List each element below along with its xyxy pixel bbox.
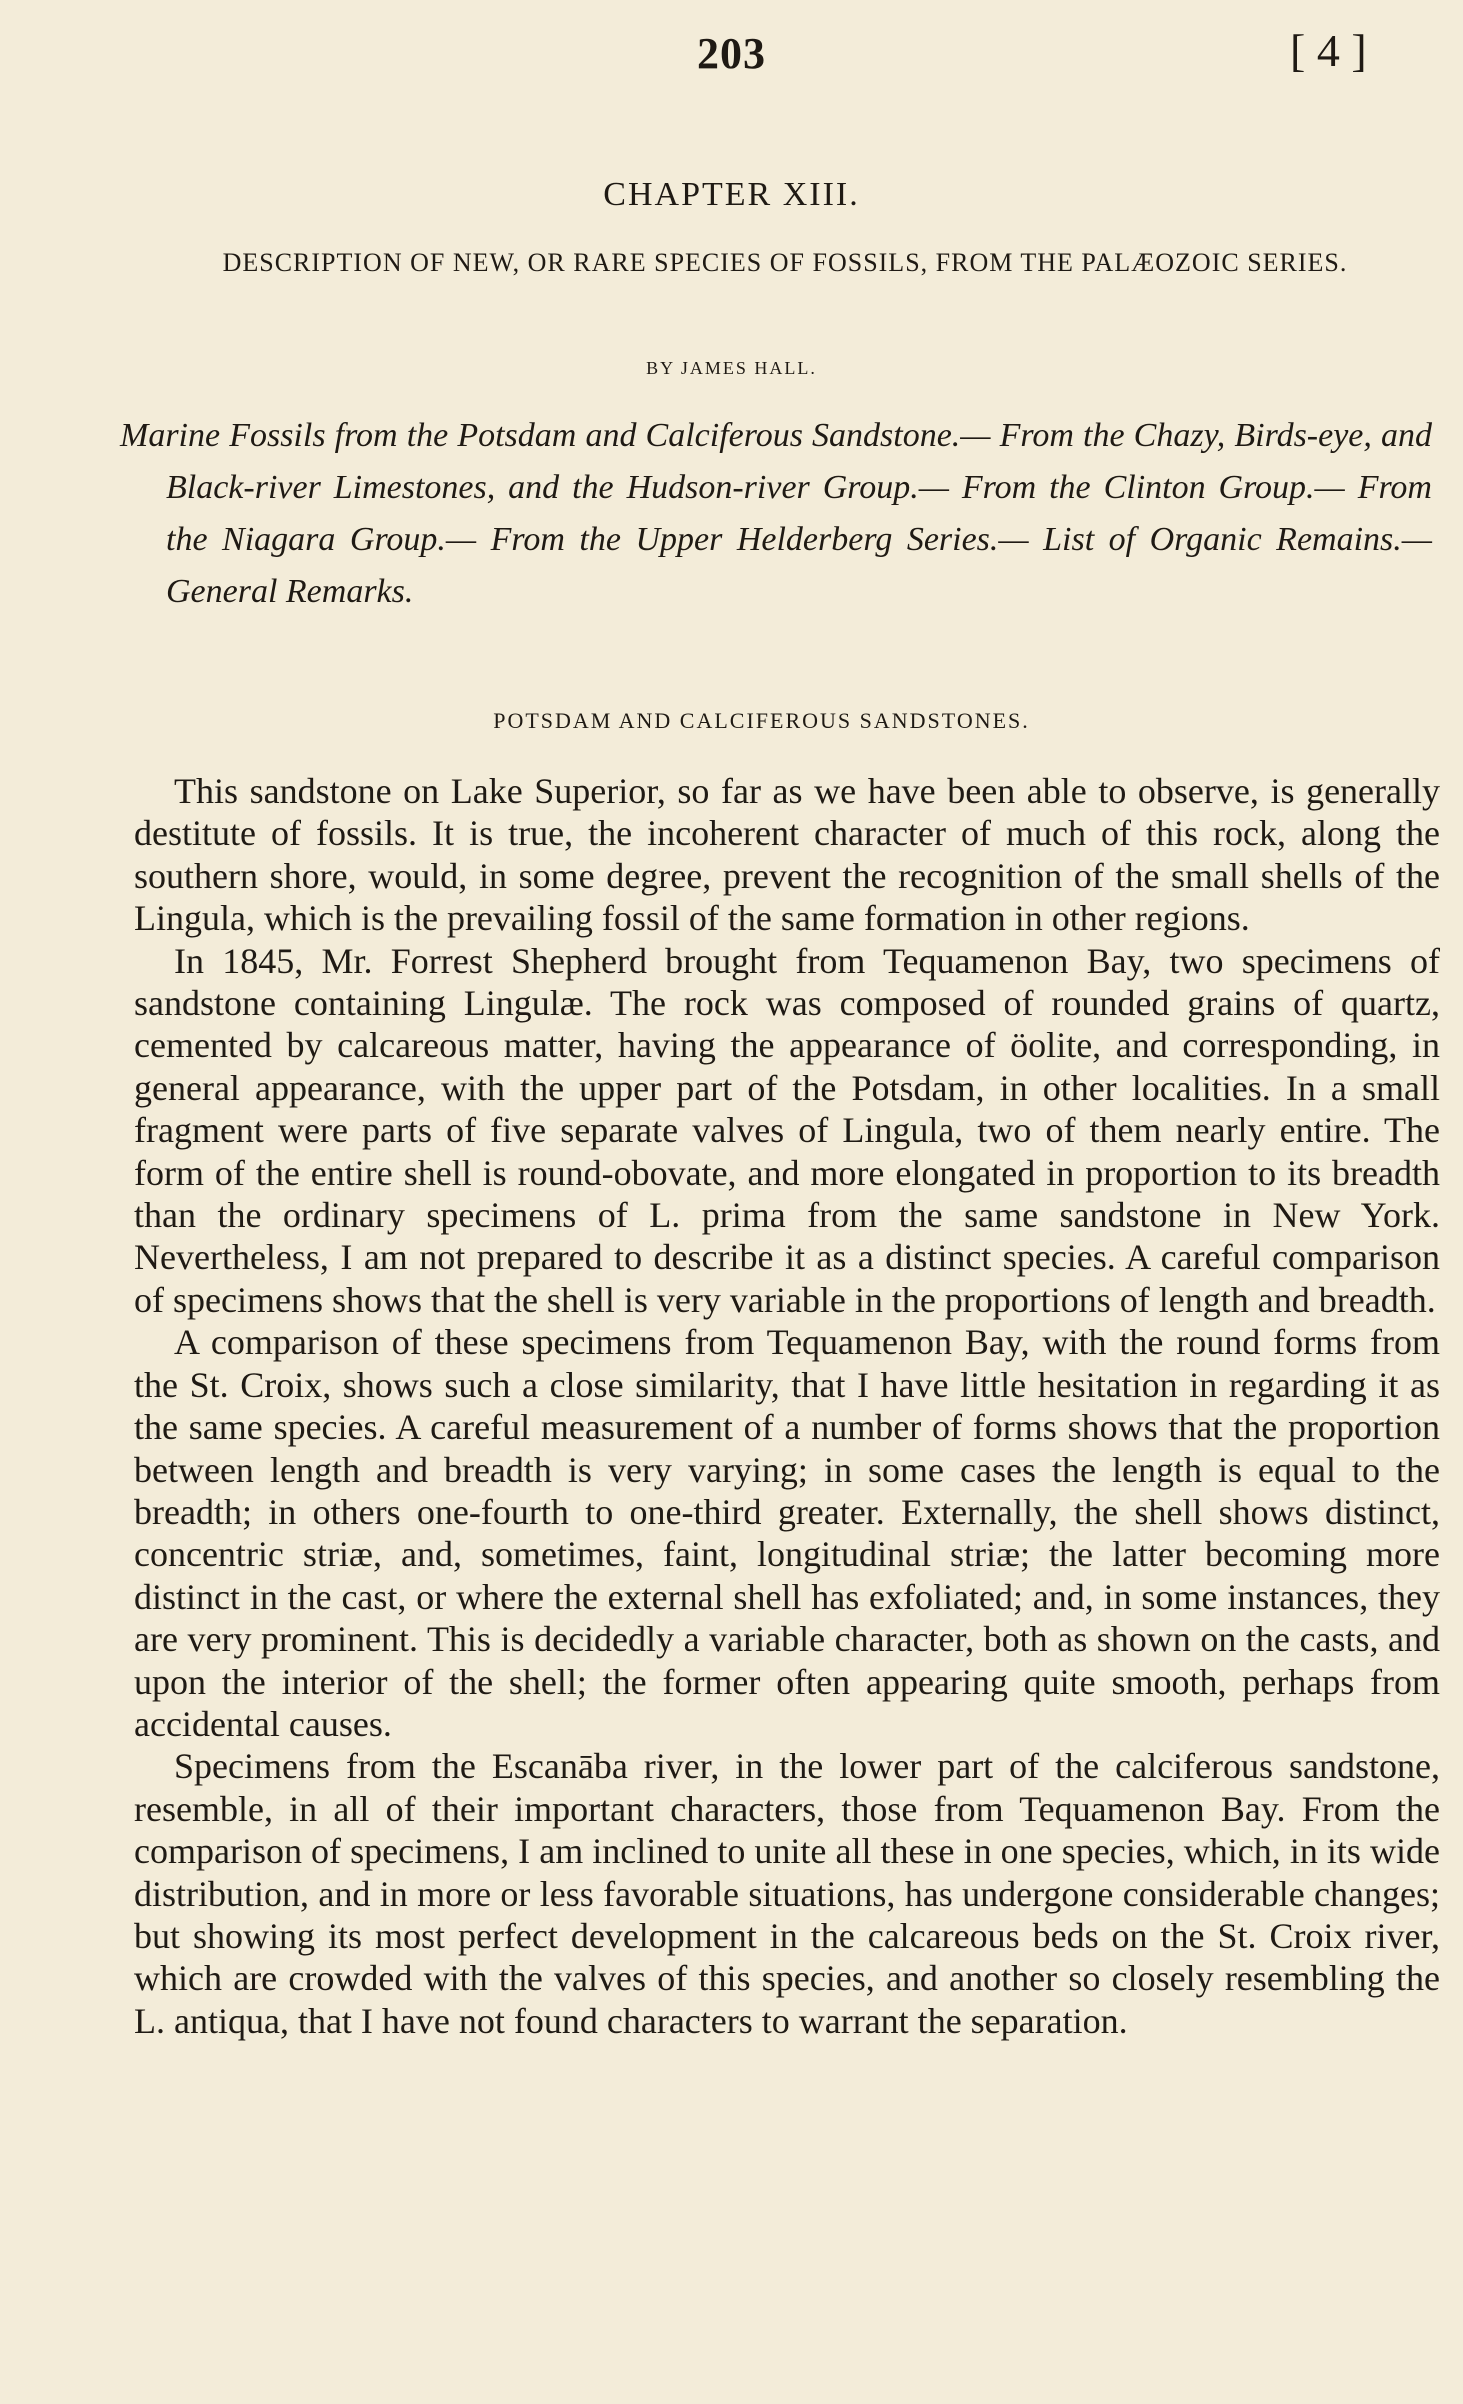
bracket-page-number: [ 4 ]	[1290, 25, 1367, 76]
paragraph-2: In 1845, Mr. Forrest Shepherd brought from Tequamenon Bay, two specimens of sandstone containing Lingulæ. The rock was composed of rounded grains of quartz, cemented by calcareous matter, having the appearance of öolite, and corresponding, in general appearance, with the upper part of the Potsdam, in other localities. In a small fragment were parts of five separate valves of Lingula, two of them nearly entire. The form of the entire shell is round-obovate, and more elongated in proportion to its breadth than the ordinary specimens of L. prima from the same sandstone in New York. Nevertheless, I am not prepared to describe it as a distinct species. A careful comparison of specimens shows that the shell is very variable in the proportions of length and breadth.	[134, 940, 1440, 1320]
chapter-subtitle: DESCRIPTION OF NEW, OR RARE SPECIES OF FOSSILS, FROM THE PALÆOZOIC SERIES.	[222, 248, 1348, 277]
page-number: 203	[697, 29, 766, 78]
chapter-summary: Marine Fossils from the Potsdam and Calciferous Sandstone.— From the Chazy, Birds-eye, and Black-river Limestones, and the Hudson-river Group.— From the Clinton Group.— From the Niagara Group.— From the Upper Helderberg Series.— List of Organic Remains.— General Remarks.	[120, 417, 1432, 610]
paragraph-4: Specimens from the Escanāba river, in the lower part of the calciferous sandstone, resemble, in all of their important characters, those from Tequamenon Bay. From the comparison of specimens, I am inclined to unite all these in one species, which, in its wide distribution, and in more or less favorable situations, has undergone considerable changes; but showing its most perfect development in the calcareous beds on the St. Croix river, which are crowded with the valves of this species, and another so closely resembling the L. antiqua, that I have not found characters to warrant the separation.	[134, 1746, 1440, 2041]
paragraph-1: This sandstone on Lake Superior, so far as we have been able to observe, is generally destitute of fossils. It is true, the incoherent character of much of this rock, along the southern shore, would, in some degree, prevent the recognition of the small shells of the Lingula, which is the prevailing fossil of the same formation in other regions.	[134, 771, 1440, 939]
chapter-title: CHAPTER XIII.	[603, 176, 860, 213]
paragraph-3: A comparison of these specimens from Tequamenon Bay, with the round forms from the St. Croix, shows such a close similarity, that I have little hesitation in regarding it as the same species. A careful measurement of a number of forms shows that the proportion between length and breadth is very varying; in some cases the length is equal to the breadth; in others one-fourth to one-third greater. Externally, the shell shows distinct, concentric striæ, and, sometimes, faint, longitudinal striæ; the latter becoming more distinct in the cast, or where the external shell has exfoliated; and, in some instances, they are very prominent. This is decidedly a variable character, both as shown on the casts, and upon the interior of the shell; the former often appearing quite smooth, perhaps from accidental causes.	[134, 1322, 1440, 1744]
author-byline: BY JAMES HALL.	[646, 358, 817, 378]
section-heading: POTSDAM AND CALCIFEROUS SANDSTONES.	[493, 708, 1030, 733]
body-text	[134, 770, 1440, 2042]
